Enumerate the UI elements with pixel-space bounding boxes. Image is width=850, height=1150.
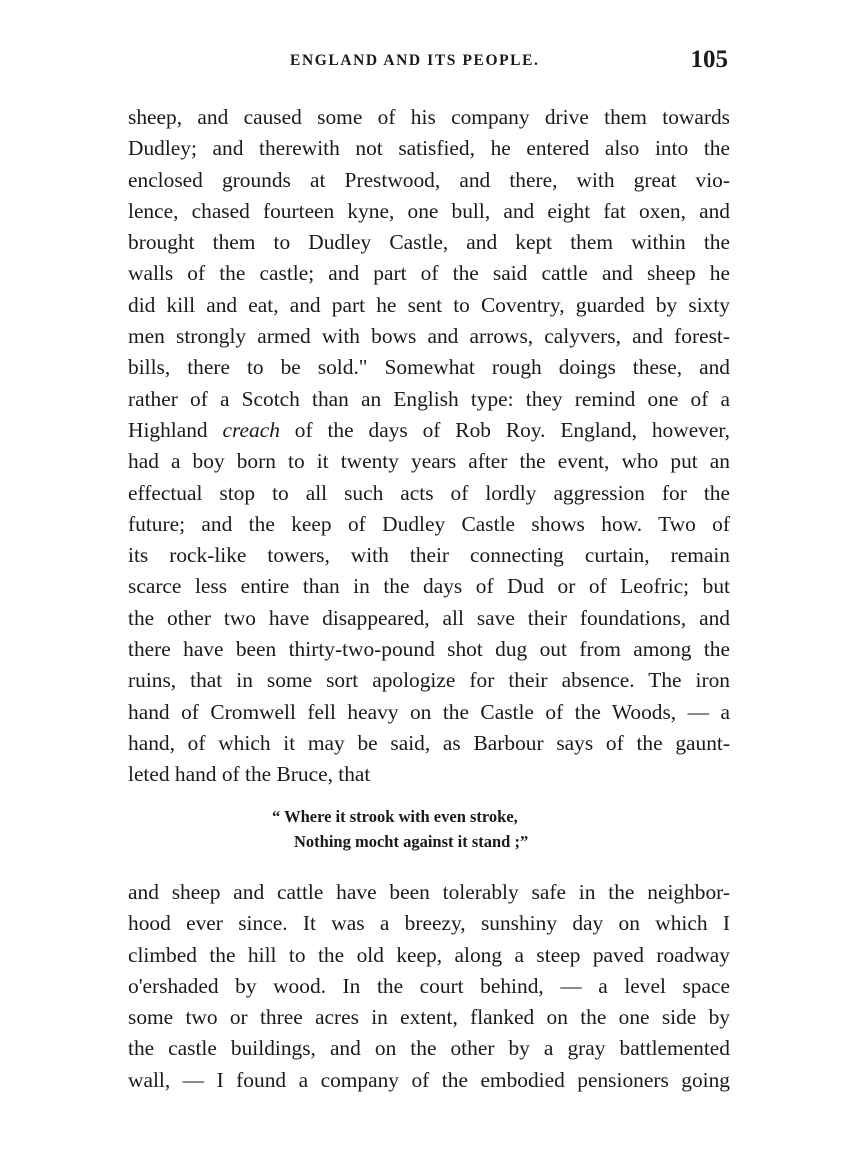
verse-line: Nothing mocht against it stand ;”: [294, 832, 529, 851]
text-fragment: of the days of Rob Roy. England, however,: [279, 417, 730, 442]
page-number: 105: [690, 46, 728, 73]
text-line: enclosed grounds at Prestwood, and there, with great vio-: [128, 167, 730, 192]
text-line: rather of a Scotch than an English type: they remind one of a: [128, 386, 730, 411]
text-line: the castle buildings, and on the other by a gray battlemented: [128, 1036, 730, 1061]
text-line: sheep, and caused some of his company drive them towards: [128, 105, 730, 129]
text-line: had a boy born to it twenty years after the event, who put an: [128, 449, 730, 474]
text-line: some two or three acres in extent, flanked on the one side by: [128, 1005, 730, 1030]
text-line: future; and the keep of Dudley Castle shows how. Two of: [128, 511, 730, 536]
paragraph-2: [128, 877, 730, 1096]
text-line: there have been thirty-two-pound shot dug out from among the: [128, 637, 730, 662]
text-line: lence, chased fourteen kyne, one bull, and eight fat oxen, and: [128, 198, 730, 223]
text-line: effectual stop to all such acts of lordly aggression for the: [128, 480, 730, 505]
text-line: wall, — I found a company of the embodied pensioners going: [128, 1067, 730, 1092]
text-line: climbed the hill to the old keep, along a steep paved roadway: [128, 942, 730, 967]
paragraph-1: [128, 102, 730, 791]
running-title: ENGLAND AND ITS PEOPLE.: [290, 52, 540, 69]
text-line: men strongly armed with bows and arrows, calyvers, and forest-: [128, 324, 730, 349]
text-line: hand of Cromwell fell heavy on the Castle of the Woods, — a: [128, 699, 730, 724]
verse-line: “ Where it strook with even stroke,: [272, 807, 518, 826]
text-line: did kill and eat, and part he sent to Coventry, guarded by sixty: [128, 292, 730, 317]
italic-word: creach: [222, 417, 280, 442]
text-line: leted hand of the Bruce, that: [128, 762, 371, 787]
text-fragment: Highland: [128, 417, 223, 442]
text-line: ruins, that in some sort apologize for their absence. The iron: [128, 668, 730, 693]
text-line: hand, of which it may be said, as Barbour says of the gaunt-: [128, 730, 730, 755]
text-line: and sheep and cattle have been tolerably safe in the neighbor-: [128, 880, 730, 904]
text-line: bills, there to be sold." Somewhat rough doings these, and: [128, 355, 730, 380]
text-line: brought them to Dudley Castle, and kept them within the: [128, 230, 730, 255]
text-line-with-italic: [128, 415, 730, 446]
text-line: scarce less entire than in the days of Dud or of Leofric; but: [128, 574, 730, 599]
verse-quote: [272, 804, 528, 854]
text-line: Dudley; and therewith not satisfied, he entered also into the: [128, 136, 730, 161]
text-line: the other two have disappeared, all save their foundations, and: [128, 605, 730, 630]
text-line: o'ershaded by wood. In the court behind, — a level space: [128, 973, 730, 998]
running-head: [128, 46, 728, 76]
text-line: its rock-like towers, with their connecting curtain, remain: [128, 543, 730, 568]
text-line: walls of the castle; and part of the said cattle and sheep he: [128, 261, 730, 286]
text-line: hood ever since. It was a breezy, sunshiny day on which I: [128, 911, 730, 936]
